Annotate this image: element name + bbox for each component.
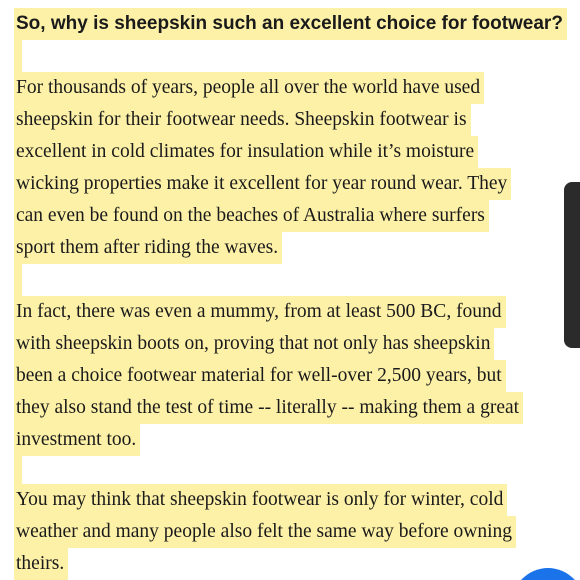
paragraph-2-line-2: with sheepskin boots on, proving that not only has sheepskin — [14, 328, 494, 360]
paragraph-3-line-1: You may think that sheepskin footwear is only for winter, cold — [14, 484, 507, 516]
highlight-gap — [14, 264, 22, 296]
paragraph-2-line-1: In fact, there was even a mummy, from at least 500 BC, found — [14, 296, 506, 328]
paragraph-2-line-5: investment too. — [14, 424, 140, 456]
article-heading: So, why is sheepskin such an excellent choice for footwear? — [14, 8, 567, 40]
paragraph-2-line-4: they also stand the test of time -- literally -- making them a great — [14, 392, 523, 424]
highlight-gap — [14, 40, 22, 72]
paragraph-1-line-1: For thousands of years, people all over the world have used — [14, 72, 484, 104]
paragraph-3-line-3: theirs. — [14, 548, 68, 580]
floating-action-button[interactable] — [512, 568, 580, 580]
scroll-handle[interactable] — [564, 182, 580, 348]
paragraph-1-line-6: sport them after riding the waves. — [14, 232, 282, 264]
paragraph-1-line-5: can even be found on the beaches of Australia where surfers — [14, 200, 489, 232]
paragraph-1-line-3: excellent in cold climates for insulation while it’s moisture — [14, 136, 478, 168]
paragraph-3-line-2: weather and many people also felt the same way before owning — [14, 516, 516, 548]
paragraph-1-line-4: wicking properties make it excellent for year round wear. They — [14, 168, 511, 200]
paragraph-1-line-2: sheepskin for their footwear needs. Sheepskin footwear is — [14, 104, 471, 136]
paragraph-2-line-3: been a choice footwear material for well-over 2,500 years, but — [14, 360, 506, 392]
